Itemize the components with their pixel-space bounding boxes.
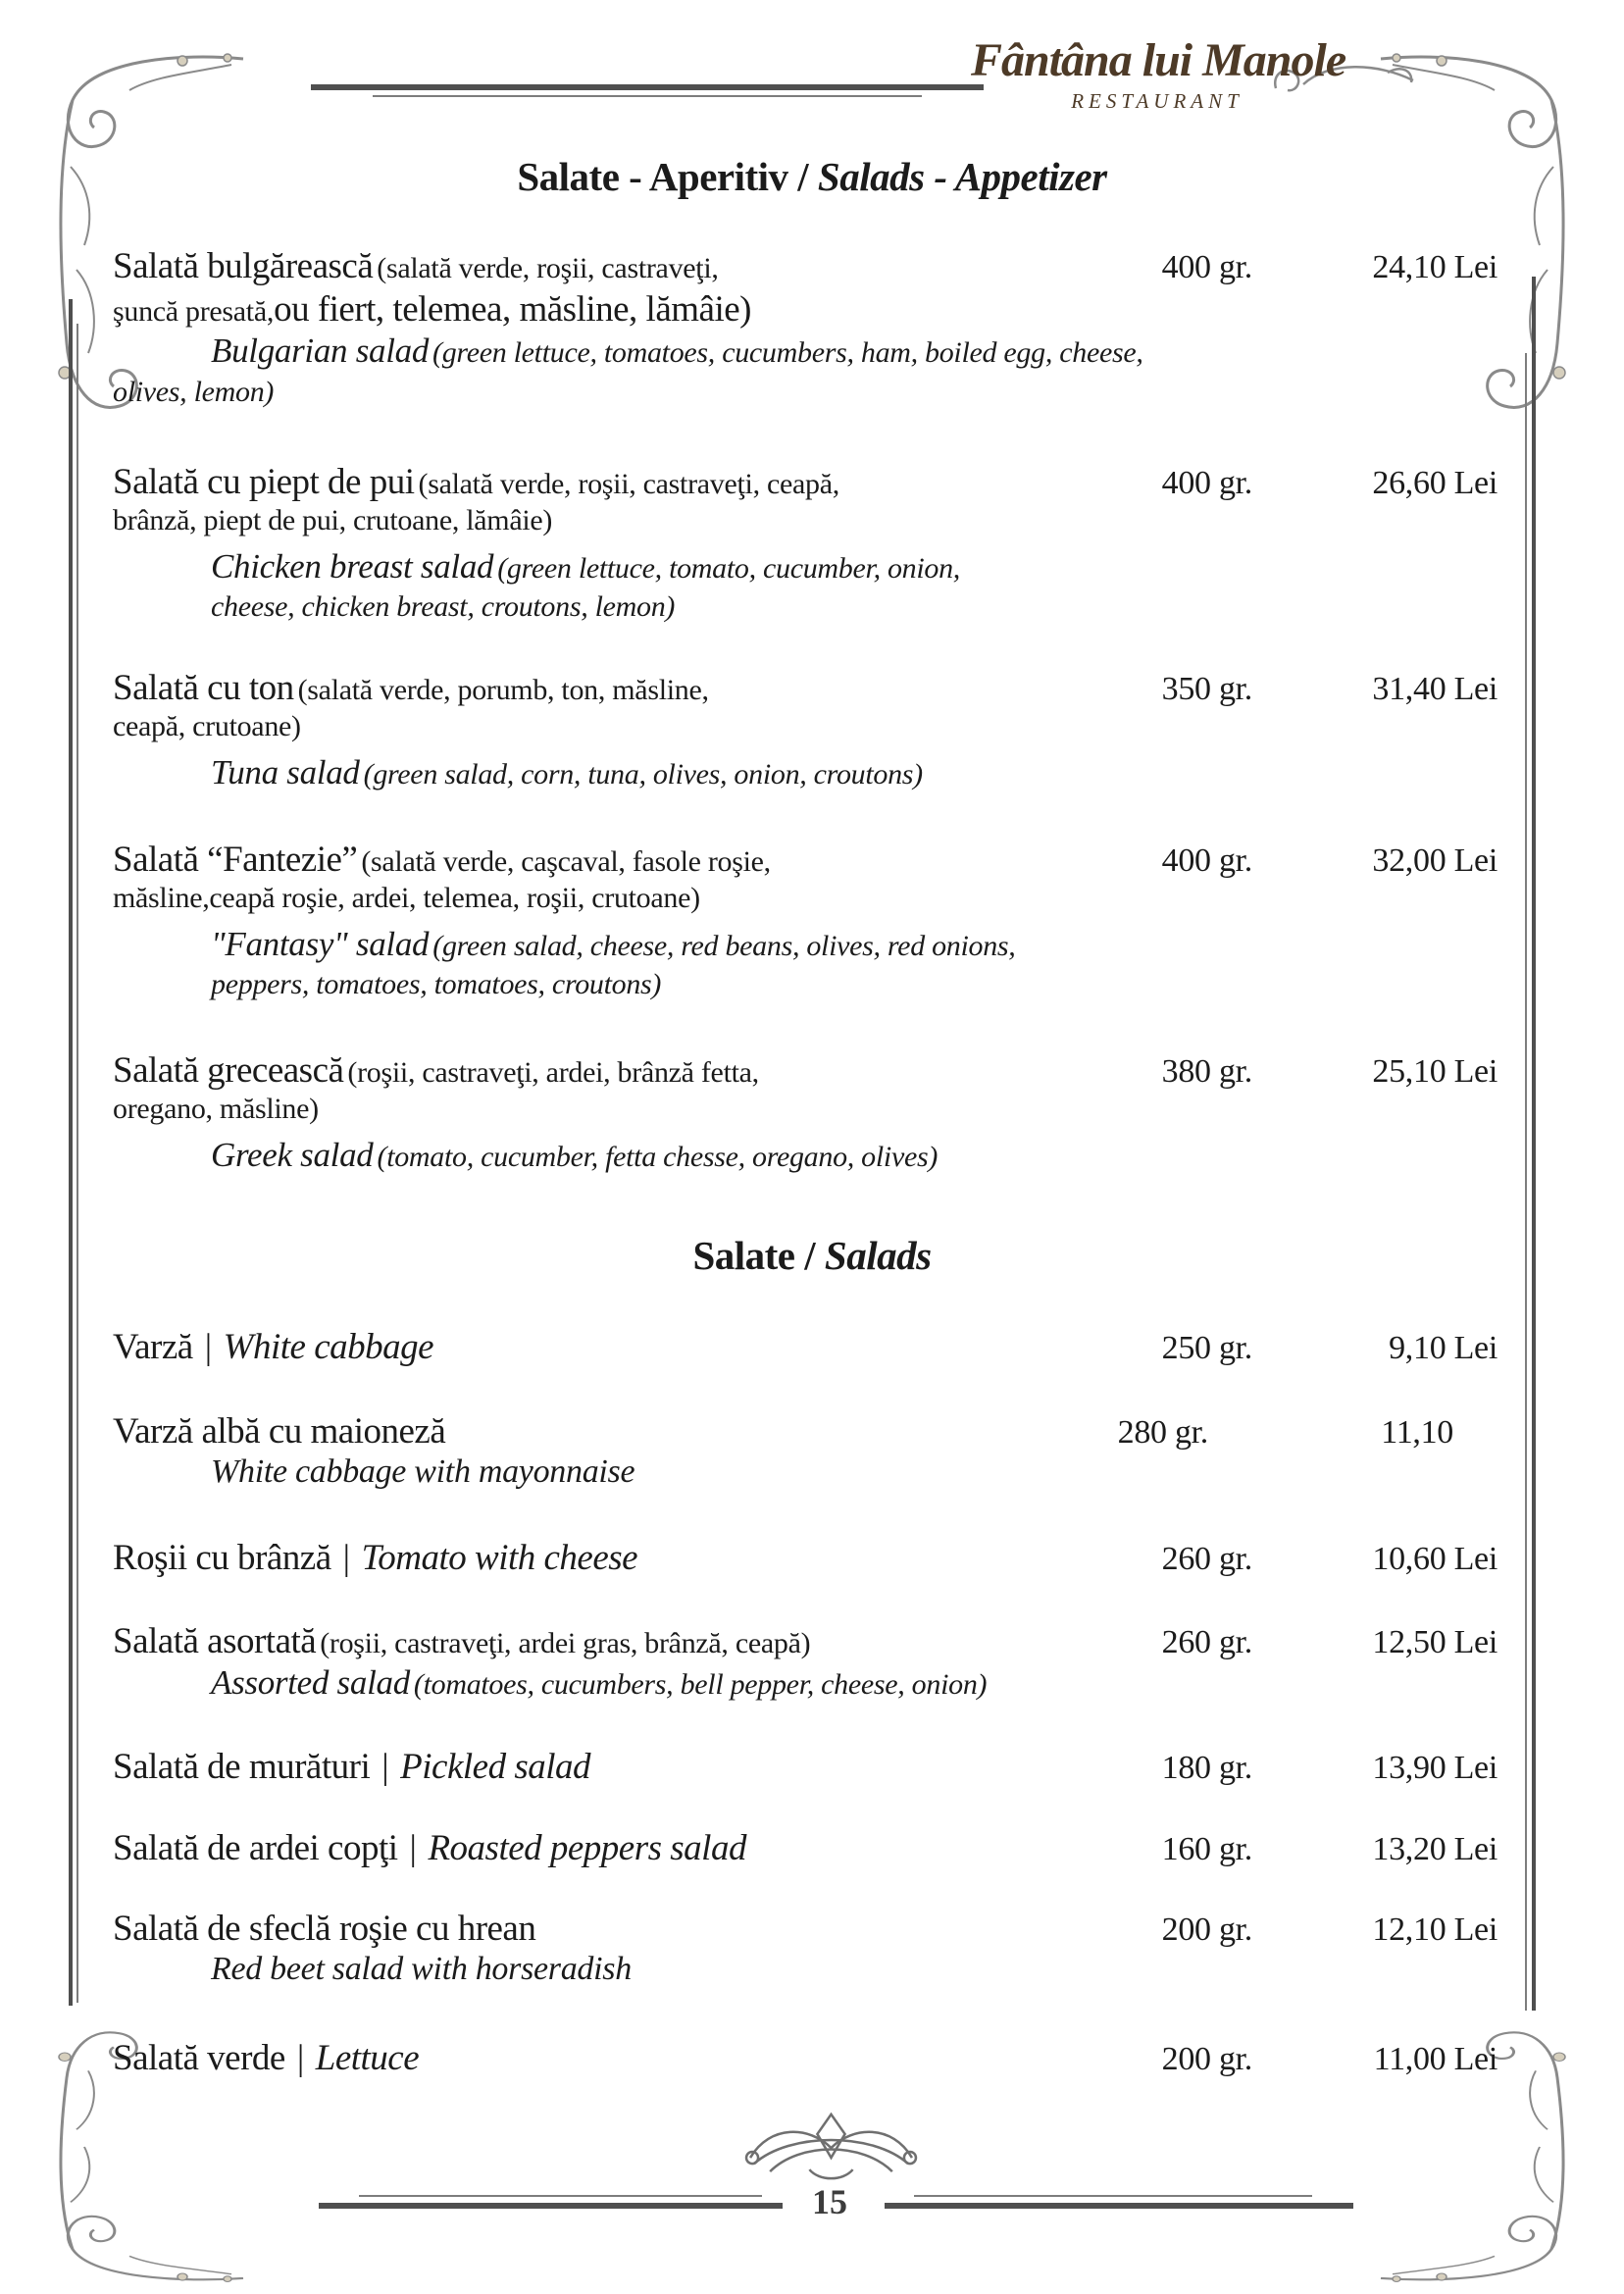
item-name-en: Lettuce [315, 2038, 420, 2078]
item-name-ro: Salată de murături [113, 1747, 371, 1787]
item-separator: | [409, 1828, 417, 1868]
item-title [113, 1049, 1076, 1092]
item-separator: | [296, 2038, 304, 2078]
item-name-ro: Salată grecească [113, 1050, 344, 1091]
top-rule-thin [373, 95, 922, 97]
item-detail-continuation [113, 288, 751, 331]
item-title [113, 1908, 1076, 1950]
item-separator: | [381, 1747, 389, 1787]
top-rule-thick [311, 84, 984, 90]
menu-item-row [113, 1827, 1497, 1869]
item-price: 9,10 Lei [1389, 1330, 1497, 1366]
item-english: White cabbage with mayonnaise [211, 1453, 635, 1490]
item-price: 10,60 Lei [1372, 1541, 1497, 1577]
item-detail-en: (tomato, cucumber, fetta chesse, oregano, olives) [377, 1141, 939, 1173]
item-name-ro: Roşii cu brânză [113, 1538, 331, 1578]
item-cont-big: ou fiert, telemea, măsline, lămâie) [274, 289, 751, 330]
restaurant-name: Fântâna lui Manole [971, 34, 1346, 86]
item-english [211, 1136, 938, 1175]
right-border-rule-thick [1532, 277, 1536, 2011]
right-border-rule-thin [1525, 353, 1527, 2011]
item-price: 11,10 [1381, 1414, 1453, 1451]
item-name-ro: Varză albă cu maioneză [113, 1411, 446, 1452]
restaurant-subtitle: RESTAURANT [1071, 89, 1243, 113]
item-title [113, 1827, 1076, 1869]
item-name-ro: Salată cu piept de pui [113, 462, 415, 502]
item-english: Red beet salad with horseradish [211, 1951, 632, 1987]
item-title [113, 1746, 1076, 1788]
menu-item-row [113, 1537, 1497, 1579]
section-heading-salads [0, 1232, 1624, 1279]
item-price: 32,00 Lei [1372, 842, 1497, 879]
item-name-en: Greek salad [211, 1136, 374, 1174]
menu-item-row [113, 1410, 1497, 1453]
item-name-ro: Salată cu ton [113, 668, 294, 708]
item-price: 13,20 Lei [1372, 1831, 1497, 1867]
item-detail-en: (green lettuce, tomato, cucumber, onion, [497, 552, 960, 585]
item-cont-small: şuncă presată, [113, 295, 275, 328]
page-number: 15 [812, 2182, 847, 2221]
left-border-rule-thick [69, 299, 73, 2006]
item-name-ro: Salată bulgărească [113, 246, 374, 286]
item-name-en: Chicken breast salad [211, 547, 494, 586]
item-detail-continuation: ceapă, crutoane) [113, 710, 301, 742]
item-name-ro: Salată asortată [113, 1621, 317, 1661]
item-detail-en: (green salad, cheese, red beans, olives, red onions, [432, 930, 1016, 962]
section-heading-salads-appetizer [0, 153, 1624, 200]
center-flourish-ornament [740, 2107, 922, 2189]
item-detail-en: (green lettuce, tomatoes, cucumbers, ham, boiled egg, cheese, [432, 336, 1143, 369]
item-english [211, 1663, 987, 1703]
item-detail-ro: (salată verde, porumb, ton, măsline, [297, 674, 709, 706]
item-name-en: Tomato with cheese [361, 1538, 638, 1578]
item-title [113, 245, 1076, 287]
item-name-en: Tuna salad [211, 753, 360, 791]
item-separator: | [342, 1538, 350, 1578]
item-price: 31,40 Lei [1372, 671, 1497, 707]
item-name-en: Bulgarian salad [211, 331, 430, 370]
item-weight: 380 gr. [1161, 1053, 1252, 1090]
bottom-rule-left-thin [359, 2195, 762, 2197]
item-detail-continuation: oregano, măsline) [113, 1093, 319, 1125]
item-title [113, 461, 1076, 503]
item-price: 26,60 Lei [1372, 465, 1497, 501]
item-separator: | [204, 1327, 212, 1367]
item-name-ro: Salată de ardei copţi [113, 1828, 398, 1868]
item-title [113, 1537, 1076, 1579]
item-title [113, 839, 1076, 881]
section-heading-ro: Salate / [692, 1233, 825, 1278]
restaurant-logo [971, 33, 1344, 114]
item-weight: 200 gr. [1161, 2041, 1252, 2077]
menu-item-row [113, 1049, 1497, 1092]
item-name-ro: Salată “Fantezie” [113, 840, 358, 880]
item-price: 13,90 Lei [1372, 1750, 1497, 1786]
item-detail-continuation: măsline,ceapă roşie, ardei, telemea, roşii, crutoane) [113, 882, 700, 914]
item-weight: 260 gr. [1161, 1624, 1252, 1660]
item-detail-en: (tomatoes, cucumbers, bell pepper, cheese, onion) [413, 1668, 988, 1701]
item-english-wrap: peppers, tomatoes, tomatoes, croutons) [211, 968, 662, 1000]
item-name-en: Pickled salad [400, 1747, 591, 1787]
item-english [211, 331, 1143, 371]
menu-item-row [113, 1326, 1497, 1368]
item-weight: 350 gr. [1161, 671, 1252, 707]
item-price: 12,50 Lei [1372, 1624, 1497, 1660]
item-price: 12,10 Lei [1372, 1912, 1497, 1948]
item-title [113, 1620, 1076, 1662]
menu-item-row [113, 839, 1497, 881]
item-detail-ro: (salată verde, roşii, castraveţi, ceapă, [418, 468, 839, 500]
section-heading-ro: Salate - Aperitiv / [517, 154, 818, 199]
item-name-en: Assorted salad [211, 1663, 410, 1702]
item-weight: 400 gr. [1161, 465, 1252, 501]
item-weight: 400 gr. [1161, 249, 1252, 285]
menu-item-row [113, 461, 1497, 503]
item-english-wrap: olives, lemon) [113, 376, 275, 408]
bottom-rule-right-thin [914, 2195, 1312, 2197]
section-heading-en: Salads [824, 1233, 932, 1278]
item-weight: 160 gr. [1161, 1831, 1252, 1867]
item-weight: 260 gr. [1161, 1541, 1252, 1577]
item-name-ro: Varză [113, 1327, 193, 1367]
item-english [211, 547, 960, 586]
item-name-en: "Fantasy" salad [211, 925, 430, 963]
bottom-rule-right-thick [885, 2203, 1353, 2209]
item-detail-ro: (roşii, castraveţi, ardei gras, brânză, ceapă) [320, 1627, 811, 1659]
item-title [113, 1410, 1032, 1453]
item-price: 11,00 Lei [1373, 2041, 1497, 2077]
menu-item-row [113, 1746, 1497, 1788]
section-heading-en: Salads - Appetizer [817, 154, 1107, 199]
item-detail-en: (green salad, corn, tuna, olives, onion, croutons) [363, 758, 923, 790]
item-weight: 180 gr. [1161, 1750, 1252, 1786]
menu-item-row [113, 2037, 1497, 2079]
menu-item-row [113, 1620, 1497, 1662]
item-price: 24,10 Lei [1372, 249, 1497, 285]
item-detail-ro: (salată verde, roşii, castraveţi, [377, 252, 719, 284]
bottom-rule-left-thick [319, 2203, 783, 2209]
item-weight: 200 gr. [1161, 1912, 1252, 1948]
item-detail-ro: (salată verde, caşcaval, fasole roşie, [361, 845, 771, 878]
menu-item-row [113, 245, 1497, 287]
item-weight: 280 gr. [1117, 1414, 1208, 1451]
item-english [211, 925, 1016, 964]
item-title [113, 1326, 1076, 1368]
item-name-en: White cabbage [223, 1327, 434, 1367]
item-name-en: Roasted peppers salad [428, 1828, 746, 1868]
item-price: 25,10 Lei [1372, 1053, 1497, 1090]
menu-item-row [113, 667, 1497, 709]
item-name-ro: Salată de sfeclă roşie cu hrean [113, 1909, 536, 1949]
item-weight: 250 gr. [1161, 1330, 1252, 1366]
left-border-rule-thin [76, 324, 78, 2003]
item-detail-continuation: brânză, piept de pui, crutoane, lămâie) [113, 504, 553, 536]
item-english-wrap: cheese, chicken breast, croutons, lemon) [211, 590, 676, 623]
item-title [113, 667, 1076, 709]
item-weight: 400 gr. [1161, 842, 1252, 879]
menu-item-row [113, 1908, 1497, 1950]
item-name-ro: Salată verde [113, 2038, 285, 2078]
item-english [211, 753, 923, 792]
item-title [113, 2037, 1076, 2079]
item-detail-ro: (roşii, castraveţi, ardei, brânză fetta, [347, 1056, 759, 1089]
